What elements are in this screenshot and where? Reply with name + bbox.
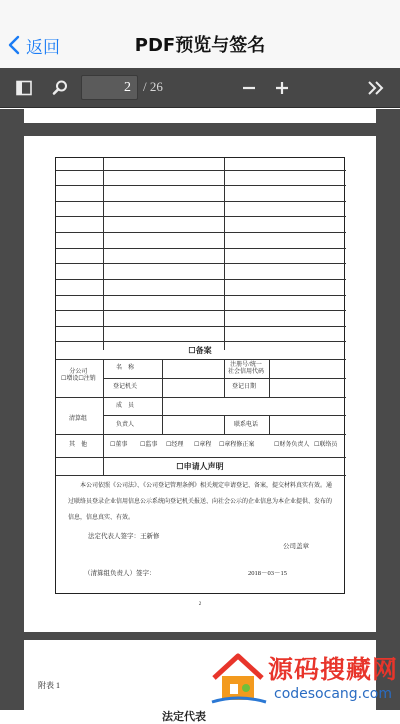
signature-date: 2018－03－15 (248, 570, 287, 577)
zoom-out-icon[interactable] (237, 76, 261, 100)
field-name-label: 名 称 (116, 365, 135, 371)
navigation-bar (0, 0, 400, 68)
page-number-input[interactable]: 2 (81, 75, 138, 100)
other-row-label: 其 他 (69, 442, 88, 448)
watermark-brand: 源码搜藏网 (268, 655, 399, 684)
site-watermark (208, 646, 400, 710)
field-reg-date-label: 登记日期 (232, 384, 257, 390)
house-logo-icon (208, 648, 268, 708)
field-leader-label: 负责人 (116, 422, 135, 428)
option-liaison: ☐联络员 (314, 442, 338, 448)
search-icon[interactable] (48, 76, 72, 100)
field-reg-office-label: 登记机关 (113, 384, 138, 390)
liquidation-leader-signature: （清算组负责人）签字： (84, 570, 156, 577)
option-articles: ☐章程 (194, 442, 212, 448)
section-declaration-heading: ☐申请人声明 (176, 462, 224, 471)
watermark-url: codesocang.com (274, 686, 393, 702)
previous-page-bottom (24, 109, 376, 123)
zoom-in-icon[interactable] (270, 76, 294, 100)
declaration-text: 本公司依照《公司法》、《公司登记管理条例》相关规定申请登记、备案，提交材料真实有效。通过联络员登录企业信用信息公示系统向登记机关报送、向社会公示的企业信息为本企业提供、发布的信息，信息真实、有效。 (68, 483, 333, 521)
page-title: PDF预览与签名 (134, 35, 266, 56)
page-total: / 26 (143, 79, 163, 94)
option-director: ☐董事 (110, 442, 128, 448)
field-members-label: 成 员 (116, 403, 135, 409)
pdf-toolbar (0, 68, 400, 108)
option-manager: ☐经理 (166, 442, 184, 448)
branch-row-label: 分公司 ☐增设☐注销 (61, 369, 96, 382)
sidebar-toggle-icon[interactable] (12, 76, 36, 100)
company-seal-label: 公司盖章 (283, 543, 309, 550)
more-tools-icon[interactable] (364, 76, 388, 100)
liquidation-row-label: 清算组 (69, 416, 88, 422)
option-supervisor: ☐监事 (140, 442, 158, 448)
option-articles-amendment: ☐章程修正案 (219, 442, 255, 448)
next-page-title: 法定代表 (162, 711, 206, 723)
back-label: 返回 (26, 37, 60, 58)
page-number-footer: 2 (198, 602, 202, 607)
pdf-viewer[interactable] (0, 109, 400, 723)
legal-rep-signature: 法定代表人签字：王新修 (88, 533, 160, 540)
field-reg-no-label: 注册号/统一 社会信用代码 (228, 362, 265, 375)
appendix-label: 附表 1 (38, 681, 60, 690)
registration-form-table (55, 157, 345, 594)
option-finance-officer: ☐财务负责人 (274, 442, 310, 448)
field-contact-label: 联系电话 (234, 422, 259, 428)
section-filing-heading: ☐备案 (188, 346, 212, 355)
pdf-page-2 (24, 136, 376, 632)
